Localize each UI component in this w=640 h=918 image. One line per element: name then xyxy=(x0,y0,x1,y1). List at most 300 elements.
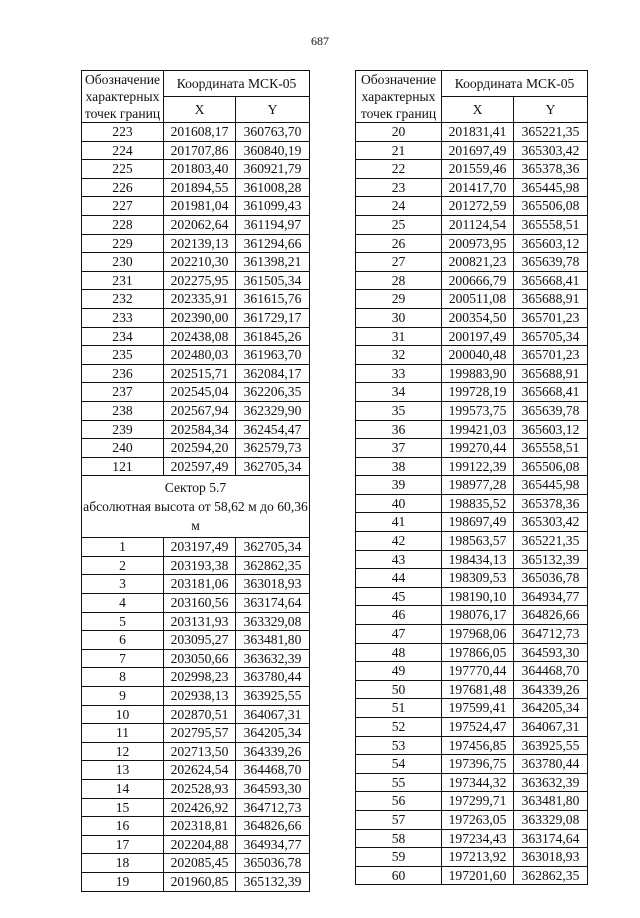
table-row xyxy=(82,178,310,197)
x-coordinate-cell: 202085,45 xyxy=(164,854,236,873)
y-coordinate-cell: 365132,39 xyxy=(236,872,310,891)
table-row xyxy=(82,290,310,309)
y-coordinate-cell: 361615,76 xyxy=(236,290,310,309)
x-coordinate-cell: 199883,90 xyxy=(442,364,514,383)
coordinates-table-right xyxy=(355,70,588,885)
y-coordinate-cell: 361505,34 xyxy=(236,271,310,290)
x-coordinate-cell: 202335,91 xyxy=(164,290,236,309)
x-coordinate-cell: 198835,52 xyxy=(442,494,514,513)
y-coordinate-cell: 361963,70 xyxy=(236,346,310,365)
table-row xyxy=(356,290,588,309)
point-number-cell: 225 xyxy=(82,160,164,179)
y-coordinate-cell: 364826,66 xyxy=(236,817,310,836)
table-row xyxy=(82,271,310,290)
table-row xyxy=(82,556,310,575)
y-coordinate-cell: 362862,35 xyxy=(236,556,310,575)
table-row xyxy=(82,668,310,687)
point-number-cell: 55 xyxy=(356,773,442,792)
point-number-cell: 235 xyxy=(82,346,164,365)
table-row xyxy=(82,308,310,327)
table-row xyxy=(82,705,310,724)
y-coordinate-cell: 365378,36 xyxy=(514,160,588,179)
table-row xyxy=(82,215,310,234)
point-number-cell: 240 xyxy=(82,439,164,458)
x-coordinate-cell: 202318,81 xyxy=(164,817,236,836)
x-coordinate-cell: 202390,00 xyxy=(164,308,236,327)
y-coordinate-cell: 361294,66 xyxy=(236,234,310,253)
point-number-cell: 18 xyxy=(82,854,164,873)
point-number-cell: 121 xyxy=(82,457,164,476)
y-coordinate-cell: 365668,41 xyxy=(514,383,588,402)
point-number-cell: 38 xyxy=(356,457,442,476)
point-number-cell: 43 xyxy=(356,550,442,569)
point-number-cell: 42 xyxy=(356,532,442,551)
y-coordinate-cell: 365558,51 xyxy=(514,439,588,458)
point-number-cell: 236 xyxy=(82,364,164,383)
point-number-cell: 44 xyxy=(356,569,442,588)
y-coordinate-cell: 365221,35 xyxy=(514,532,588,551)
table-row xyxy=(356,234,588,253)
y-coordinate-cell: 363780,44 xyxy=(514,755,588,774)
x-coordinate-cell: 199573,75 xyxy=(442,401,514,420)
point-number-cell: 228 xyxy=(82,215,164,234)
y-header: Y xyxy=(514,97,588,123)
point-number-cell: 41 xyxy=(356,513,442,532)
y-coordinate-cell: 365639,78 xyxy=(514,253,588,272)
table-row xyxy=(356,401,588,420)
y-coordinate-cell: 364712,73 xyxy=(236,798,310,817)
point-number-cell: 54 xyxy=(356,755,442,774)
point-number-cell: 32 xyxy=(356,346,442,365)
y-coordinate-cell: 365506,08 xyxy=(514,457,588,476)
x-coordinate-cell: 202515,71 xyxy=(164,364,236,383)
table-row xyxy=(82,687,310,706)
table-row xyxy=(82,364,310,383)
y-coordinate-cell: 365688,91 xyxy=(514,290,588,309)
table-row xyxy=(356,606,588,625)
y-header: Y xyxy=(236,97,310,123)
y-coordinate-cell: 363018,93 xyxy=(236,575,310,594)
y-coordinate-cell: 363174,64 xyxy=(236,594,310,613)
y-coordinate-cell: 364339,26 xyxy=(514,680,588,699)
y-coordinate-cell: 364468,70 xyxy=(514,662,588,681)
point-number-cell: 226 xyxy=(82,178,164,197)
sector-title: Сектор 5.7 xyxy=(164,480,227,496)
x-coordinate-cell: 202938,13 xyxy=(164,687,236,706)
table-row xyxy=(356,848,588,867)
table-header-row xyxy=(82,71,310,97)
table-row xyxy=(82,538,310,557)
table-row xyxy=(82,253,310,272)
coordinate-header: Координата МСК-05 xyxy=(164,71,310,97)
x-coordinate-cell: 197524,47 xyxy=(442,718,514,737)
table-row xyxy=(82,594,310,613)
point-number-cell: 27 xyxy=(356,253,442,272)
x-coordinate-cell: 202567,94 xyxy=(164,401,236,420)
y-coordinate-cell: 364067,31 xyxy=(514,718,588,737)
y-coordinate-cell: 364468,70 xyxy=(236,761,310,780)
table-row xyxy=(82,439,310,458)
point-number-cell: 20 xyxy=(356,123,442,142)
x-coordinate-cell: 203197,49 xyxy=(164,538,236,557)
point-number-cell: 223 xyxy=(82,123,164,142)
table-row xyxy=(356,773,588,792)
table-row xyxy=(356,736,588,755)
designation-header: Обозначение характерных точек границ xyxy=(82,71,164,123)
x-coordinate-cell: 202139,13 xyxy=(164,234,236,253)
y-coordinate-cell: 362454,47 xyxy=(236,420,310,439)
y-coordinate-cell: 365303,42 xyxy=(514,141,588,160)
y-coordinate-cell: 363018,93 xyxy=(514,848,588,867)
y-coordinate-cell: 360763,70 xyxy=(236,123,310,142)
point-number-cell: 234 xyxy=(82,327,164,346)
point-number-cell: 5 xyxy=(82,612,164,631)
table-row xyxy=(82,835,310,854)
y-coordinate-cell: 361194,97 xyxy=(236,215,310,234)
x-coordinate-cell: 202624,54 xyxy=(164,761,236,780)
table-row xyxy=(356,662,588,681)
table-row xyxy=(82,854,310,873)
x-coordinate-cell: 198434,13 xyxy=(442,550,514,569)
table-row xyxy=(82,160,310,179)
y-coordinate-cell: 363925,55 xyxy=(236,687,310,706)
y-coordinate-cell: 365705,34 xyxy=(514,327,588,346)
point-number-cell: 52 xyxy=(356,718,442,737)
point-number-cell: 9 xyxy=(82,687,164,706)
x-coordinate-cell: 201417,70 xyxy=(442,178,514,197)
point-number-cell: 47 xyxy=(356,625,442,644)
point-number-cell: 31 xyxy=(356,327,442,346)
y-coordinate-cell: 362705,34 xyxy=(236,538,310,557)
y-coordinate-cell: 365603,12 xyxy=(514,420,588,439)
x-coordinate-cell: 200666,79 xyxy=(442,271,514,290)
point-number-cell: 7 xyxy=(82,649,164,668)
table-row xyxy=(356,513,588,532)
y-coordinate-cell: 365701,23 xyxy=(514,346,588,365)
y-coordinate-cell: 365132,39 xyxy=(514,550,588,569)
y-coordinate-cell: 364339,26 xyxy=(236,742,310,761)
x-coordinate-cell: 197299,71 xyxy=(442,792,514,811)
x-coordinate-cell: 197770,44 xyxy=(442,662,514,681)
y-coordinate-cell: 364067,31 xyxy=(236,705,310,724)
y-coordinate-cell: 364934,77 xyxy=(514,587,588,606)
y-coordinate-cell: 363329,08 xyxy=(514,810,588,829)
x-coordinate-cell: 198563,57 xyxy=(442,532,514,551)
x-coordinate-cell: 203095,27 xyxy=(164,631,236,650)
y-coordinate-cell: 365036,78 xyxy=(514,569,588,588)
point-number-cell: 227 xyxy=(82,197,164,216)
y-coordinate-cell: 365036,78 xyxy=(236,854,310,873)
point-number-cell: 58 xyxy=(356,829,442,848)
table-row xyxy=(82,420,310,439)
point-number-cell: 229 xyxy=(82,234,164,253)
table-row xyxy=(82,872,310,891)
y-coordinate-cell: 363632,39 xyxy=(514,773,588,792)
table-row xyxy=(356,550,588,569)
point-number-cell: 10 xyxy=(82,705,164,724)
y-coordinate-cell: 365668,41 xyxy=(514,271,588,290)
y-coordinate-cell: 363329,08 xyxy=(236,612,310,631)
table-row xyxy=(82,401,310,420)
y-coordinate-cell: 365445,98 xyxy=(514,178,588,197)
point-number-cell: 33 xyxy=(356,364,442,383)
table-row xyxy=(356,346,588,365)
x-coordinate-cell: 202062,64 xyxy=(164,215,236,234)
x-coordinate-cell: 197599,41 xyxy=(442,699,514,718)
point-number-cell: 6 xyxy=(82,631,164,650)
sector-subtitle: абсолютная высота от 58,62 м до 60,36 м xyxy=(83,499,308,534)
y-coordinate-cell: 364934,77 xyxy=(236,835,310,854)
y-coordinate-cell: 362329,90 xyxy=(236,401,310,420)
point-number-cell: 34 xyxy=(356,383,442,402)
x-coordinate-cell: 201272,59 xyxy=(442,197,514,216)
y-coordinate-cell: 365506,08 xyxy=(514,197,588,216)
x-coordinate-cell: 200197,49 xyxy=(442,327,514,346)
x-coordinate-cell: 200040,48 xyxy=(442,346,514,365)
table-row xyxy=(82,575,310,594)
point-number-cell: 59 xyxy=(356,848,442,867)
x-coordinate-cell: 202545,04 xyxy=(164,383,236,402)
x-coordinate-cell: 197456,85 xyxy=(442,736,514,755)
y-coordinate-cell: 361398,21 xyxy=(236,253,310,272)
y-coordinate-cell: 365303,42 xyxy=(514,513,588,532)
point-number-cell: 238 xyxy=(82,401,164,420)
table-row xyxy=(356,569,588,588)
y-coordinate-cell: 365603,12 xyxy=(514,234,588,253)
x-coordinate-cell: 203193,38 xyxy=(164,556,236,575)
y-coordinate-cell: 364205,34 xyxy=(236,724,310,743)
y-coordinate-cell: 364593,30 xyxy=(236,780,310,799)
y-coordinate-cell: 365558,51 xyxy=(514,215,588,234)
x-coordinate-cell: 202597,49 xyxy=(164,457,236,476)
point-number-cell: 26 xyxy=(356,234,442,253)
y-coordinate-cell: 362579,73 xyxy=(236,439,310,458)
table-row xyxy=(356,625,588,644)
table-row xyxy=(82,798,310,817)
y-coordinate-cell: 363174,64 xyxy=(514,829,588,848)
table-row xyxy=(356,141,588,160)
point-number-cell: 25 xyxy=(356,215,442,234)
x-coordinate-cell: 197234,43 xyxy=(442,829,514,848)
point-number-cell: 50 xyxy=(356,680,442,699)
x-coordinate-cell: 197201,60 xyxy=(442,866,514,885)
y-coordinate-cell: 361099,43 xyxy=(236,197,310,216)
point-number-cell: 239 xyxy=(82,420,164,439)
table-row xyxy=(356,383,588,402)
x-header: X xyxy=(164,97,236,123)
table-row xyxy=(82,327,310,346)
point-number-cell: 16 xyxy=(82,817,164,836)
y-coordinate-cell: 361729,17 xyxy=(236,308,310,327)
y-coordinate-cell: 363780,44 xyxy=(236,668,310,687)
point-number-cell: 51 xyxy=(356,699,442,718)
x-header: X xyxy=(442,97,514,123)
x-coordinate-cell: 202584,34 xyxy=(164,420,236,439)
sector-row xyxy=(82,476,310,538)
point-number-cell: 11 xyxy=(82,724,164,743)
x-coordinate-cell: 200821,23 xyxy=(442,253,514,272)
x-coordinate-cell: 200511,08 xyxy=(442,290,514,309)
x-coordinate-cell: 201707,86 xyxy=(164,141,236,160)
y-coordinate-cell: 364593,30 xyxy=(514,643,588,662)
x-coordinate-cell: 203131,93 xyxy=(164,612,236,631)
table-row xyxy=(356,587,588,606)
point-number-cell: 15 xyxy=(82,798,164,817)
table-row xyxy=(82,817,310,836)
designation-header: Обозначение характерных точек границ xyxy=(356,71,442,123)
y-coordinate-cell: 365221,35 xyxy=(514,123,588,142)
table-row xyxy=(356,476,588,495)
point-number-cell: 35 xyxy=(356,401,442,420)
point-number-cell: 40 xyxy=(356,494,442,513)
point-number-cell: 22 xyxy=(356,160,442,179)
table-row xyxy=(356,792,588,811)
table-row xyxy=(356,457,588,476)
table-row xyxy=(356,123,588,142)
point-number-cell: 49 xyxy=(356,662,442,681)
x-coordinate-cell: 202713,50 xyxy=(164,742,236,761)
y-coordinate-cell: 362084,17 xyxy=(236,364,310,383)
x-coordinate-cell: 202438,08 xyxy=(164,327,236,346)
point-number-cell: 224 xyxy=(82,141,164,160)
table-row xyxy=(82,197,310,216)
y-coordinate-cell: 362206,35 xyxy=(236,383,310,402)
x-coordinate-cell: 199421,03 xyxy=(442,420,514,439)
y-coordinate-cell: 365688,91 xyxy=(514,364,588,383)
point-number-cell: 12 xyxy=(82,742,164,761)
x-coordinate-cell: 199728,19 xyxy=(442,383,514,402)
table-row xyxy=(82,742,310,761)
x-coordinate-cell: 201981,04 xyxy=(164,197,236,216)
table-row xyxy=(356,718,588,737)
point-number-cell: 4 xyxy=(82,594,164,613)
table-row xyxy=(82,234,310,253)
x-coordinate-cell: 199122,39 xyxy=(442,457,514,476)
table-row xyxy=(356,160,588,179)
table-row xyxy=(82,631,310,650)
table-row xyxy=(356,308,588,327)
table-row xyxy=(82,724,310,743)
point-number-cell: 233 xyxy=(82,308,164,327)
table-row xyxy=(82,612,310,631)
x-coordinate-cell: 202210,30 xyxy=(164,253,236,272)
point-number-cell: 232 xyxy=(82,290,164,309)
table-row xyxy=(82,761,310,780)
point-number-cell: 3 xyxy=(82,575,164,594)
x-coordinate-cell: 201831,41 xyxy=(442,123,514,142)
x-coordinate-cell: 201124,54 xyxy=(442,215,514,234)
x-coordinate-cell: 197344,32 xyxy=(442,773,514,792)
x-coordinate-cell: 198076,17 xyxy=(442,606,514,625)
point-number-cell: 231 xyxy=(82,271,164,290)
point-number-cell: 39 xyxy=(356,476,442,495)
y-coordinate-cell: 362862,35 xyxy=(514,866,588,885)
table-row xyxy=(356,253,588,272)
y-coordinate-cell: 365639,78 xyxy=(514,401,588,420)
x-coordinate-cell: 200973,95 xyxy=(442,234,514,253)
x-coordinate-cell: 197866,05 xyxy=(442,643,514,662)
x-coordinate-cell: 201960,85 xyxy=(164,872,236,891)
page-number: 687 xyxy=(311,34,329,48)
y-coordinate-cell: 361845,26 xyxy=(236,327,310,346)
x-coordinate-cell: 201894,55 xyxy=(164,178,236,197)
point-number-cell: 17 xyxy=(82,835,164,854)
table-header-row xyxy=(356,71,588,97)
y-coordinate-cell: 363481,80 xyxy=(236,631,310,650)
x-coordinate-cell: 201608,17 xyxy=(164,123,236,142)
y-coordinate-cell: 364826,66 xyxy=(514,606,588,625)
point-number-cell: 48 xyxy=(356,643,442,662)
x-coordinate-cell: 202594,20 xyxy=(164,439,236,458)
table-row xyxy=(356,494,588,513)
y-coordinate-cell: 363925,55 xyxy=(514,736,588,755)
x-coordinate-cell: 202426,92 xyxy=(164,798,236,817)
x-coordinate-cell: 202528,93 xyxy=(164,780,236,799)
point-number-cell: 237 xyxy=(82,383,164,402)
y-coordinate-cell: 365378,36 xyxy=(514,494,588,513)
x-coordinate-cell: 198977,28 xyxy=(442,476,514,495)
table-row xyxy=(82,141,310,160)
x-coordinate-cell: 197681,48 xyxy=(442,680,514,699)
table-row xyxy=(82,346,310,365)
x-coordinate-cell: 202795,57 xyxy=(164,724,236,743)
table-row xyxy=(356,699,588,718)
point-number-cell: 14 xyxy=(82,780,164,799)
table-row xyxy=(356,197,588,216)
x-coordinate-cell: 197968,06 xyxy=(442,625,514,644)
table-row xyxy=(356,755,588,774)
x-coordinate-cell: 203160,56 xyxy=(164,594,236,613)
table-row xyxy=(356,420,588,439)
x-coordinate-cell: 201803,40 xyxy=(164,160,236,179)
table-row xyxy=(82,123,310,142)
y-coordinate-cell: 364205,34 xyxy=(514,699,588,718)
table-row xyxy=(82,457,310,476)
x-coordinate-cell: 202204,88 xyxy=(164,835,236,854)
y-coordinate-cell: 363481,80 xyxy=(514,792,588,811)
table-row xyxy=(356,439,588,458)
point-number-cell: 30 xyxy=(356,308,442,327)
x-coordinate-cell: 203050,66 xyxy=(164,649,236,668)
table-row xyxy=(356,643,588,662)
point-number-cell: 13 xyxy=(82,761,164,780)
table-row xyxy=(356,532,588,551)
sector-cell xyxy=(82,476,310,538)
point-number-cell: 8 xyxy=(82,668,164,687)
table-row xyxy=(82,649,310,668)
point-number-cell: 230 xyxy=(82,253,164,272)
point-number-cell: 19 xyxy=(82,872,164,891)
table-row xyxy=(82,383,310,402)
x-coordinate-cell: 202480,03 xyxy=(164,346,236,365)
x-coordinate-cell: 202275,95 xyxy=(164,271,236,290)
point-number-cell: 29 xyxy=(356,290,442,309)
y-coordinate-cell: 362705,34 xyxy=(236,457,310,476)
point-number-cell: 36 xyxy=(356,420,442,439)
table-row xyxy=(356,680,588,699)
table-row xyxy=(356,178,588,197)
point-number-cell: 23 xyxy=(356,178,442,197)
x-coordinate-cell: 202998,23 xyxy=(164,668,236,687)
table-row xyxy=(356,810,588,829)
point-number-cell: 60 xyxy=(356,866,442,885)
table-row xyxy=(356,215,588,234)
table-row xyxy=(356,327,588,346)
y-coordinate-cell: 360840,19 xyxy=(236,141,310,160)
y-coordinate-cell: 365701,23 xyxy=(514,308,588,327)
coordinates-table-left xyxy=(81,70,310,892)
x-coordinate-cell: 197213,92 xyxy=(442,848,514,867)
